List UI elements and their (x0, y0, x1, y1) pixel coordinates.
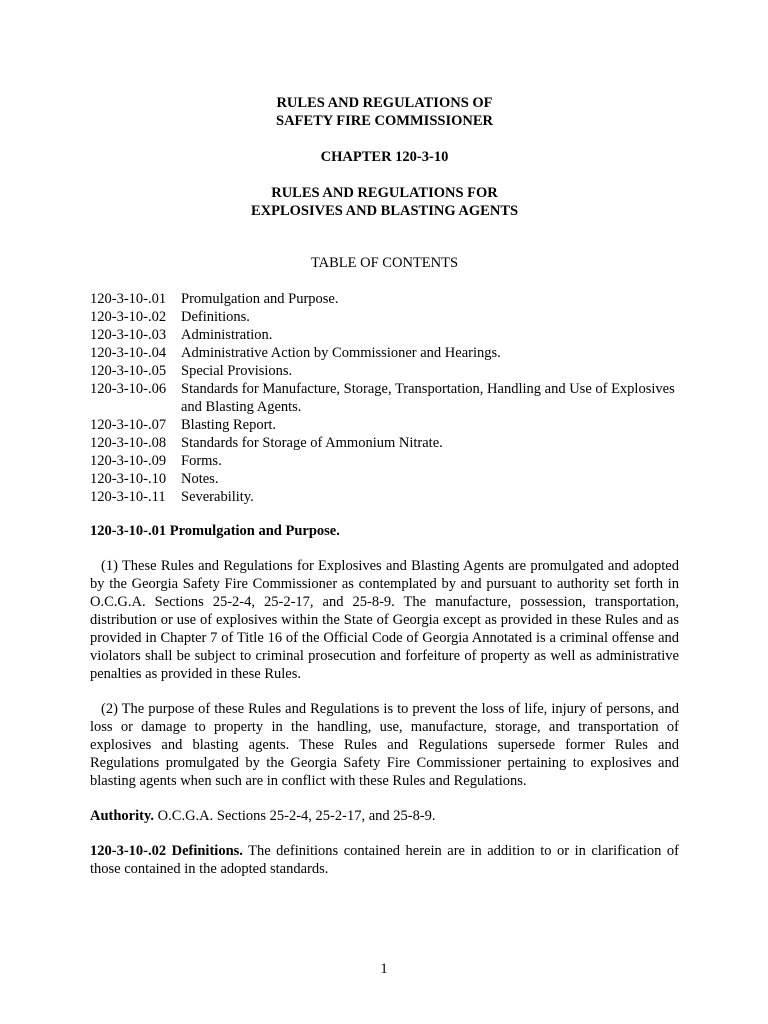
subtitle-line-2: EXPLOSIVES AND BLASTING AGENTS (250, 203, 519, 219)
toc-entry (90, 488, 679, 506)
toc-title-text: Special Provisions. (181, 363, 293, 379)
toc-title-text: Promulgation and Purpose. (181, 291, 339, 307)
toc-number: 120-3-10-.06 (90, 381, 167, 397)
title-line-2: SAFETY FIRE COMMISSIONER (276, 113, 493, 129)
toc-title-text: Blasting Report. (181, 417, 277, 433)
toc-title-text: Administrative Action by Commissioner and Hearings. (181, 345, 501, 361)
toc-entry (90, 416, 679, 434)
section-01-paragraph-1: (1) These Rules and Regulations for Explosives and Blasting Agents are promulgated and adopted by the Georgia Safety Fire Commissioner as contemplated by and pursuant to authority set forth in O.C.G.A. Sections 25-2-4, 25-2-17, and 25-8-9. The manufacture, possession, transportation, distribution or use of explosives within the State of Georgia except as provided in these Rules and as provided in Chapter 7 of Title 16 of the Official Code of Georgia Annotated is a criminal offense and violators shall be subject to criminal prosecution and forfeiture of property as well as administrative penalties as provided in these Rules. (90, 558, 679, 682)
document-title-block (90, 94, 679, 220)
toc-title-text: Notes. (181, 471, 219, 487)
authority-label: Authority. (90, 808, 155, 824)
toc-title-text: Definitions. (181, 309, 250, 325)
toc-title-text: Administration. (181, 327, 273, 343)
authority-text: O.C.G.A. Sections 25-2-4, 25-2-17, and 25-8-9. (154, 808, 436, 824)
toc-number: 120-3-10-.02 (90, 309, 167, 325)
toc-title-text: Forms. (181, 453, 222, 469)
toc-entry (90, 470, 679, 488)
title-line-1: RULES AND REGULATIONS OF (276, 95, 493, 111)
section-01-paragraph-2: (2) The purpose of these Rules and Regulations is to prevent the loss of life, injury of persons, and loss or damage to property in the handling, use, manufacture, storage, and transportation of explosives and blasting agents. These Rules and Regulations supersede former Rules and Regulations promulgated by the Georgia Safety Fire Commissioner pertaining to explosives and blasting agents when such are in conflict with these Rules and Regulations. (90, 701, 679, 789)
toc-entry (90, 362, 679, 380)
toc-number: 120-3-10-.04 (90, 345, 167, 361)
section-02-paragraph (90, 842, 679, 878)
document-page (90, 94, 679, 878)
toc-number: 120-3-10-.07 (90, 417, 167, 433)
authority-line (90, 807, 679, 825)
toc-number: 120-3-10-.01 (90, 291, 167, 307)
toc-entry (90, 344, 679, 362)
toc-entry (90, 308, 679, 326)
page-number: 1 (380, 961, 388, 977)
toc-number: 120-3-10-.10 (90, 471, 167, 487)
subtitle-line-1: RULES AND REGULATIONS FOR (271, 185, 498, 201)
toc-number: 120-3-10-.08 (90, 435, 167, 451)
toc-title: TABLE OF CONTENTS (310, 255, 459, 271)
toc-entry (90, 290, 679, 308)
toc-title-text: Severability. (181, 489, 254, 505)
chapter-heading: CHAPTER 120-3-10 (320, 149, 449, 165)
toc-number: 120-3-10-.09 (90, 453, 167, 469)
toc-entry (90, 380, 679, 416)
toc-title-text: Standards for Storage of Ammonium Nitrate. (181, 435, 443, 451)
toc-title-text: Standards for Manufacture, Storage, Transportation, Handling and Use of Explosives and Blasting Agents. (181, 381, 675, 415)
toc-number: 120-3-10-.05 (90, 363, 167, 379)
toc-number: 120-3-10-.03 (90, 327, 167, 343)
toc-entry (90, 434, 679, 452)
table-of-contents (90, 290, 679, 506)
section-02-text: The definitions contained herein are in addition to or in clarification of those contained in the adopted standards. (90, 843, 679, 877)
toc-entry (90, 452, 679, 470)
toc-entry (90, 326, 679, 344)
section-heading-02: 120-3-10-.02 Definitions. (90, 843, 243, 859)
toc-number: 120-3-10-.11 (90, 489, 166, 505)
section-heading-01: 120-3-10-.01 Promulgation and Purpose. (90, 523, 340, 539)
